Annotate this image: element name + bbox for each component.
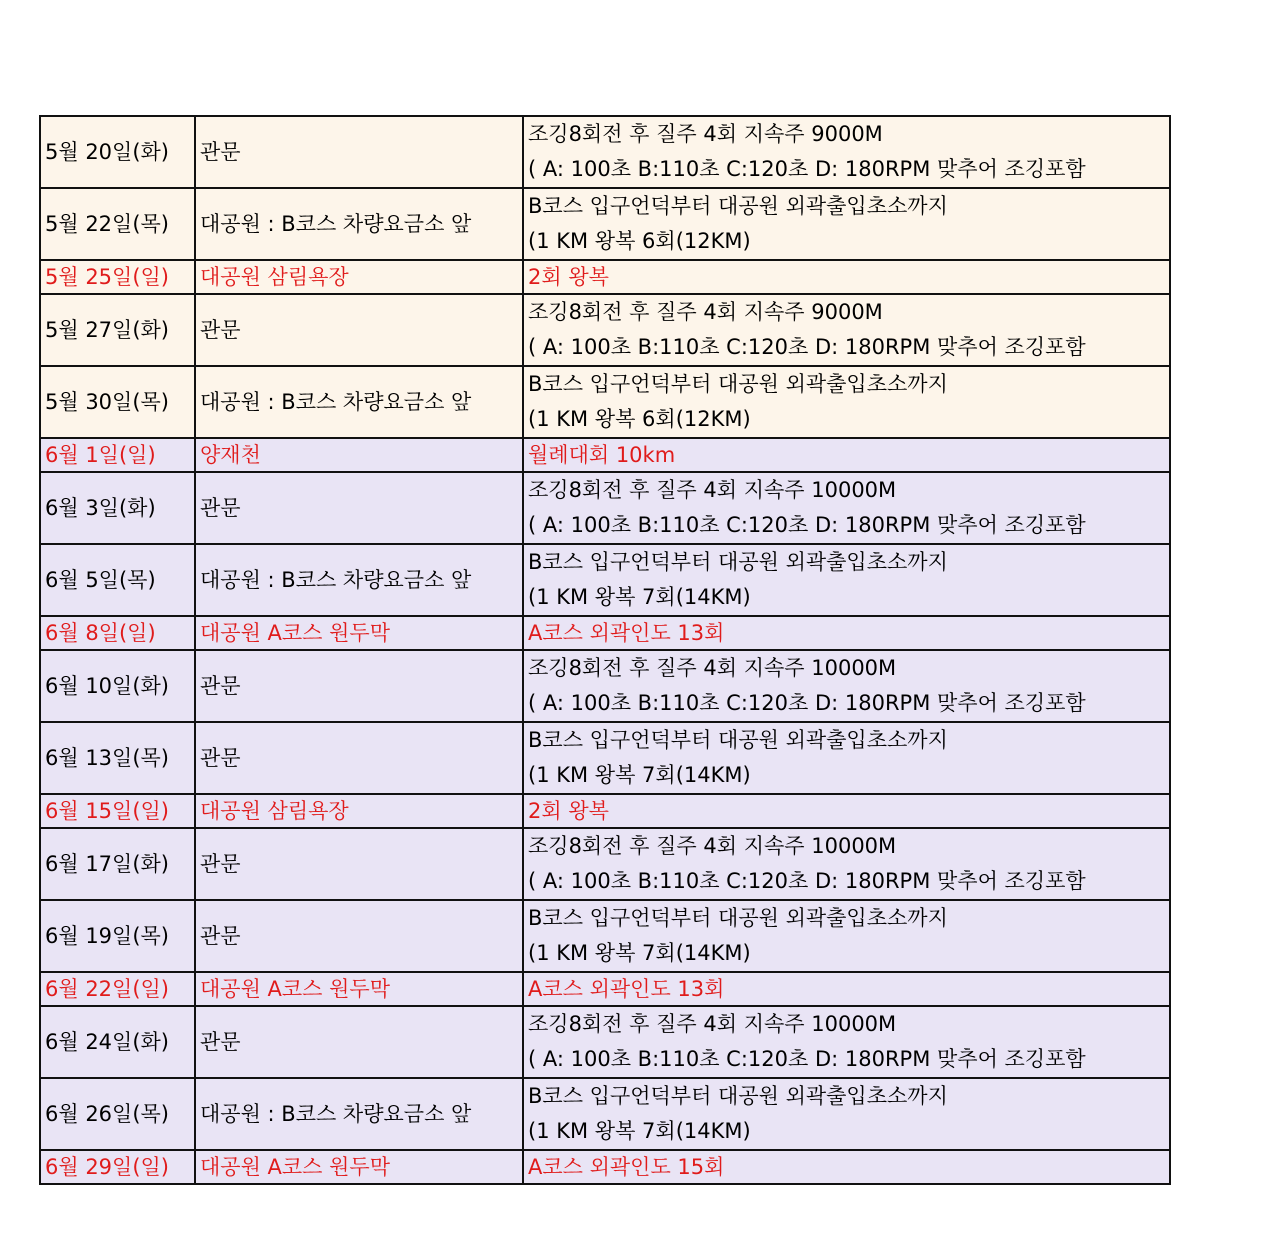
date-cell: 5월 25일(일)	[40, 260, 195, 294]
date-cell: 6월 22일(일)	[40, 972, 195, 1006]
workout-line: B코스 입구언덕부터 대공원 외곽출입초소까지	[528, 372, 948, 396]
workout-cell	[523, 650, 1170, 722]
schedule-row	[40, 794, 1170, 828]
workout-cell	[523, 972, 1170, 1006]
schedule-body	[40, 116, 1170, 1184]
schedule-row	[40, 472, 1170, 544]
workout-line: B코스 입구언덕부터 대공원 외곽출입초소까지	[528, 728, 948, 752]
workout-cell	[523, 900, 1170, 972]
workout-cell	[523, 294, 1170, 366]
workout-cell	[523, 1150, 1170, 1184]
place-cell: 대공원 A코스 원두막	[195, 1150, 523, 1184]
schedule-row	[40, 616, 1170, 650]
workout-line: B코스 입구언덕부터 대공원 외곽출입초소까지	[528, 550, 948, 574]
schedule-row	[40, 366, 1170, 438]
workout-cell	[523, 472, 1170, 544]
workout-line: 조깅8회전 후 질주 4회 지속주 10000M	[528, 834, 897, 858]
workout-line: ( A: 100초 B:110초 C:120초 D: 180RPM 맞추어 조깅포함	[528, 1047, 1086, 1071]
schedule-row	[40, 188, 1170, 260]
date-cell: 6월 1일(일)	[40, 438, 195, 472]
workout-line: 2회 왕복	[528, 799, 609, 823]
workout-line: 월례대회 10km	[528, 443, 676, 467]
place-cell: 대공원 : B코스 차량요금소 앞	[195, 544, 523, 616]
workout-cell	[523, 116, 1170, 188]
date-cell: 6월 10일(화)	[40, 650, 195, 722]
workout-line: ( A: 100초 B:110초 C:120초 D: 180RPM 맞추어 조깅포함	[528, 513, 1086, 537]
place-cell: 관문	[195, 1006, 523, 1078]
workout-line: ( A: 100초 B:110초 C:120초 D: 180RPM 맞추어 조깅포함	[528, 157, 1086, 181]
workout-cell	[523, 828, 1170, 900]
place-cell: 관문	[195, 650, 523, 722]
schedule-row	[40, 650, 1170, 722]
workout-line: ( A: 100초 B:110초 C:120초 D: 180RPM 맞추어 조깅포함	[528, 869, 1086, 893]
workout-cell	[523, 1078, 1170, 1150]
schedule-row	[40, 1078, 1170, 1150]
place-cell: 관문	[195, 294, 523, 366]
schedule-row	[40, 116, 1170, 188]
schedule-row	[40, 722, 1170, 794]
date-cell: 5월 22일(목)	[40, 188, 195, 260]
training-schedule-table	[39, 115, 1171, 1185]
schedule-row	[40, 260, 1170, 294]
workout-cell	[523, 722, 1170, 794]
date-cell: 6월 5일(목)	[40, 544, 195, 616]
date-cell: 5월 20일(화)	[40, 116, 195, 188]
workout-cell	[523, 188, 1170, 260]
workout-cell	[523, 260, 1170, 294]
date-cell: 6월 13일(목)	[40, 722, 195, 794]
place-cell: 관문	[195, 116, 523, 188]
place-cell: 대공원 삼림욕장	[195, 260, 523, 294]
workout-cell	[523, 438, 1170, 472]
place-cell: 양재천	[195, 438, 523, 472]
schedule-row	[40, 1150, 1170, 1184]
place-cell: 대공원 : B코스 차량요금소 앞	[195, 1078, 523, 1150]
workout-line: A코스 외곽인도 13회	[528, 977, 725, 1001]
workout-cell	[523, 366, 1170, 438]
workout-cell	[523, 1006, 1170, 1078]
place-cell: 관문	[195, 828, 523, 900]
workout-line: B코스 입구언덕부터 대공원 외곽출입초소까지	[528, 1084, 948, 1108]
schedule-row	[40, 544, 1170, 616]
workout-cell	[523, 616, 1170, 650]
schedule-row	[40, 1006, 1170, 1078]
date-cell: 5월 30일(목)	[40, 366, 195, 438]
workout-line: 조깅8회전 후 질주 4회 지속주 10000M	[528, 1012, 897, 1036]
place-cell: 대공원 A코스 원두막	[195, 972, 523, 1006]
workout-line: A코스 외곽인도 15회	[528, 1155, 725, 1179]
workout-line: (1 KM 왕복 7회(14KM)	[528, 763, 751, 787]
place-cell: 관문	[195, 472, 523, 544]
workout-line: 조깅8회전 후 질주 4회 지속주 9000M	[528, 122, 883, 146]
workout-line: 2회 왕복	[528, 265, 609, 289]
date-cell: 6월 8일(일)	[40, 616, 195, 650]
schedule-row	[40, 900, 1170, 972]
schedule-row	[40, 438, 1170, 472]
schedule-row	[40, 294, 1170, 366]
date-cell: 6월 24일(화)	[40, 1006, 195, 1078]
date-cell: 6월 3일(화)	[40, 472, 195, 544]
workout-line: (1 KM 왕복 7회(14KM)	[528, 1119, 751, 1143]
workout-line: 조깅8회전 후 질주 4회 지속주 10000M	[528, 656, 897, 680]
workout-line: A코스 외곽인도 13회	[528, 621, 725, 645]
schedule-row	[40, 972, 1170, 1006]
workout-line: 조깅8회전 후 질주 4회 지속주 10000M	[528, 478, 897, 502]
date-cell: 6월 15일(일)	[40, 794, 195, 828]
date-cell: 6월 26일(목)	[40, 1078, 195, 1150]
place-cell: 대공원 삼림욕장	[195, 794, 523, 828]
workout-line: ( A: 100초 B:110초 C:120초 D: 180RPM 맞추어 조깅포함	[528, 691, 1086, 715]
date-cell: 6월 17일(화)	[40, 828, 195, 900]
place-cell: 대공원 : B코스 차량요금소 앞	[195, 366, 523, 438]
workout-cell	[523, 794, 1170, 828]
workout-line: (1 KM 왕복 6회(12KM)	[528, 407, 751, 431]
workout-line: (1 KM 왕복 7회(14KM)	[528, 585, 751, 609]
workout-line: (1 KM 왕복 7회(14KM)	[528, 941, 751, 965]
workout-line: B코스 입구언덕부터 대공원 외곽출입초소까지	[528, 906, 948, 930]
schedule-row	[40, 828, 1170, 900]
workout-cell	[523, 544, 1170, 616]
workout-line: 조깅8회전 후 질주 4회 지속주 9000M	[528, 300, 883, 324]
workout-line: ( A: 100초 B:110초 C:120초 D: 180RPM 맞추어 조깅포함	[528, 335, 1086, 359]
place-cell: 대공원 A코스 원두막	[195, 616, 523, 650]
date-cell: 6월 19일(목)	[40, 900, 195, 972]
place-cell: 관문	[195, 722, 523, 794]
date-cell: 5월 27일(화)	[40, 294, 195, 366]
workout-line: B코스 입구언덕부터 대공원 외곽출입초소까지	[528, 194, 948, 218]
workout-line: (1 KM 왕복 6회(12KM)	[528, 229, 751, 253]
date-cell: 6월 29일(일)	[40, 1150, 195, 1184]
place-cell: 대공원 : B코스 차량요금소 앞	[195, 188, 523, 260]
place-cell: 관문	[195, 900, 523, 972]
